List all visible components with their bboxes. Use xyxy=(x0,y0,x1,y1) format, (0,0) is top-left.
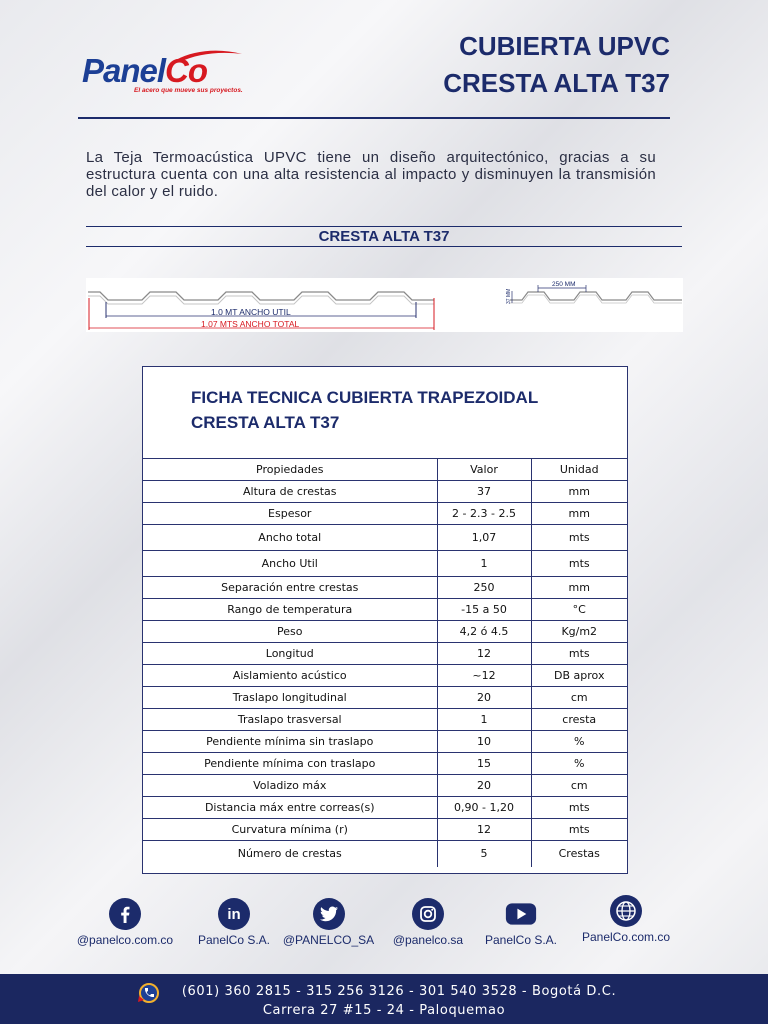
value-cell: 4,2 ó 4.5 xyxy=(437,621,531,643)
logo-part-co: Co xyxy=(165,52,208,89)
property-cell: Número de crestas xyxy=(143,841,437,867)
twitter-icon xyxy=(313,898,345,930)
value-cell: 1 xyxy=(437,709,531,731)
property-cell: Traslapo longitudinal xyxy=(143,687,437,709)
table-row xyxy=(143,797,627,819)
unit-cell: % xyxy=(531,731,627,753)
column-header: Propiedades xyxy=(143,459,437,481)
title-line-2: CRESTA ALTA T37 xyxy=(443,68,670,98)
property-cell: Pendiente mínima sin traslapo xyxy=(143,731,437,753)
column-header: Valor xyxy=(437,459,531,481)
property-cell: Longitud xyxy=(143,643,437,665)
table-row xyxy=(143,841,627,867)
value-cell: -15 a 50 xyxy=(437,599,531,621)
social-label: PanelCo S.A. xyxy=(197,933,271,947)
instagram-icon xyxy=(412,898,444,930)
table-row xyxy=(143,621,627,643)
property-cell: Distancia máx entre correas(s) xyxy=(143,797,437,819)
table-row xyxy=(143,687,627,709)
unit-cell: °C xyxy=(531,599,627,621)
intro-paragraph: La Teja Termoacústica UPVC tiene un diseño arquitectónico, gracias a su estructura cuenta con una alta resistencia al impacto y disminuyen la transmisión del calor y el ruido. xyxy=(86,149,656,200)
property-cell: Espesor xyxy=(143,503,437,525)
unit-cell: cresta xyxy=(531,709,627,731)
globe-icon xyxy=(610,895,642,927)
table-row xyxy=(143,775,627,797)
unit-cell: mts xyxy=(531,819,627,841)
value-cell: 15 xyxy=(437,753,531,775)
total-width-label: 1.07 MTS ANCHO TOTAL xyxy=(201,319,300,329)
footer-phones: (601) 360 2815 - 315 256 3126 - 301 540 3528 - Bogotá D.C. xyxy=(181,984,617,999)
spec-card-title xyxy=(191,385,611,435)
table-row xyxy=(143,709,627,731)
unit-cell: DB aprox xyxy=(531,665,627,687)
table-row xyxy=(143,503,627,525)
value-cell: 12 xyxy=(437,643,531,665)
property-cell: Traslapo trasversal xyxy=(143,709,437,731)
social-label: @panelco.sa xyxy=(392,933,464,947)
social-label: PanelCo S.A. xyxy=(484,933,558,947)
property-cell: Separación entre crestas xyxy=(143,577,437,599)
value-cell: 2 - 2.3 - 2.5 xyxy=(437,503,531,525)
table-header-row xyxy=(143,459,627,481)
social-website[interactable] xyxy=(578,895,674,944)
value-cell: 12 xyxy=(437,819,531,841)
table-row xyxy=(143,525,627,551)
page-title xyxy=(443,28,670,102)
youtube-icon xyxy=(505,898,537,930)
table-row xyxy=(143,481,627,503)
value-cell: 250 xyxy=(437,577,531,599)
social-facebook[interactable] xyxy=(74,898,176,947)
section-heading: CRESTA ALTA T37 xyxy=(86,226,682,247)
value-cell: 5 xyxy=(437,841,531,867)
title-divider xyxy=(78,117,670,119)
column-header: Unidad xyxy=(531,459,627,481)
social-links xyxy=(0,898,768,958)
value-cell: 0,90 - 1,20 xyxy=(437,797,531,819)
table-row xyxy=(143,819,627,841)
social-label: @panelco.com.co xyxy=(76,933,174,947)
property-cell: Ancho Util xyxy=(143,551,437,577)
property-cell: Altura de crestas xyxy=(143,481,437,503)
panelco-logo xyxy=(82,52,272,102)
height-label: 37 MM xyxy=(506,288,512,304)
social-label: PanelCo.com.co xyxy=(581,930,671,944)
value-cell: 20 xyxy=(437,687,531,709)
title-line-1: CUBIERTA UPVC xyxy=(459,31,670,61)
profile-drawing xyxy=(86,278,683,332)
value-cell: 10 xyxy=(437,731,531,753)
table-row xyxy=(143,753,627,775)
logo-part-panel: Panel xyxy=(82,52,166,89)
table-row xyxy=(143,731,627,753)
value-cell: 1,07 xyxy=(437,525,531,551)
property-cell: Aislamiento acústico xyxy=(143,665,437,687)
unit-cell: mts xyxy=(531,525,627,551)
unit-cell: mm xyxy=(531,577,627,599)
unit-cell: mm xyxy=(531,481,627,503)
table-row xyxy=(143,665,627,687)
table-row xyxy=(143,643,627,665)
table-row xyxy=(143,577,627,599)
value-cell: 1 xyxy=(437,551,531,577)
unit-cell: mts xyxy=(531,797,627,819)
spec-title-line-1: FICHA TECNICA CUBIERTA TRAPEZOIDAL xyxy=(191,388,539,407)
property-cell: Ancho total xyxy=(143,525,437,551)
unit-cell: mts xyxy=(531,551,627,577)
social-linkedin[interactable] xyxy=(192,898,276,947)
property-cell: Pendiente mínima con traslapo xyxy=(143,753,437,775)
social-twitter[interactable] xyxy=(280,898,377,947)
unit-cell: Crestas xyxy=(531,841,627,867)
value-cell: 37 xyxy=(437,481,531,503)
social-instagram[interactable] xyxy=(389,898,467,947)
logo-wordmark xyxy=(82,52,207,90)
property-cell: Peso xyxy=(143,621,437,643)
property-cell: Voladizo máx xyxy=(143,775,437,797)
unit-cell: mts xyxy=(531,643,627,665)
unit-cell: mm xyxy=(531,503,627,525)
social-youtube[interactable] xyxy=(480,898,562,947)
spec-title-line-2: CRESTA ALTA T37 xyxy=(191,413,340,432)
social-label: @PANELCO_SA xyxy=(282,933,375,947)
property-cell: Rango de temperatura xyxy=(143,599,437,621)
property-cell: Curvatura mínima (r) xyxy=(143,819,437,841)
logo-tagline: El acero que mueve sus proyectos. xyxy=(134,87,243,94)
value-cell: ~12 xyxy=(437,665,531,687)
footer-address: Carrera 27 #15 - 24 - Paloquemao xyxy=(262,1003,506,1018)
value-cell: 20 xyxy=(437,775,531,797)
table-row xyxy=(143,551,627,577)
unit-cell: Kg/m2 xyxy=(531,621,627,643)
spec-card xyxy=(142,366,628,874)
linkedin-icon: in xyxy=(218,898,250,930)
contact-footer xyxy=(0,974,768,1024)
unit-cell: cm xyxy=(531,775,627,797)
spacing-label: 250 MM xyxy=(552,281,576,288)
profile-diagram xyxy=(86,278,683,332)
useful-width-label: 1.0 MT ANCHO UTIL xyxy=(211,307,291,317)
spec-table xyxy=(143,458,627,867)
table-row xyxy=(143,599,627,621)
unit-cell: cm xyxy=(531,687,627,709)
facebook-icon xyxy=(109,898,141,930)
unit-cell: % xyxy=(531,753,627,775)
